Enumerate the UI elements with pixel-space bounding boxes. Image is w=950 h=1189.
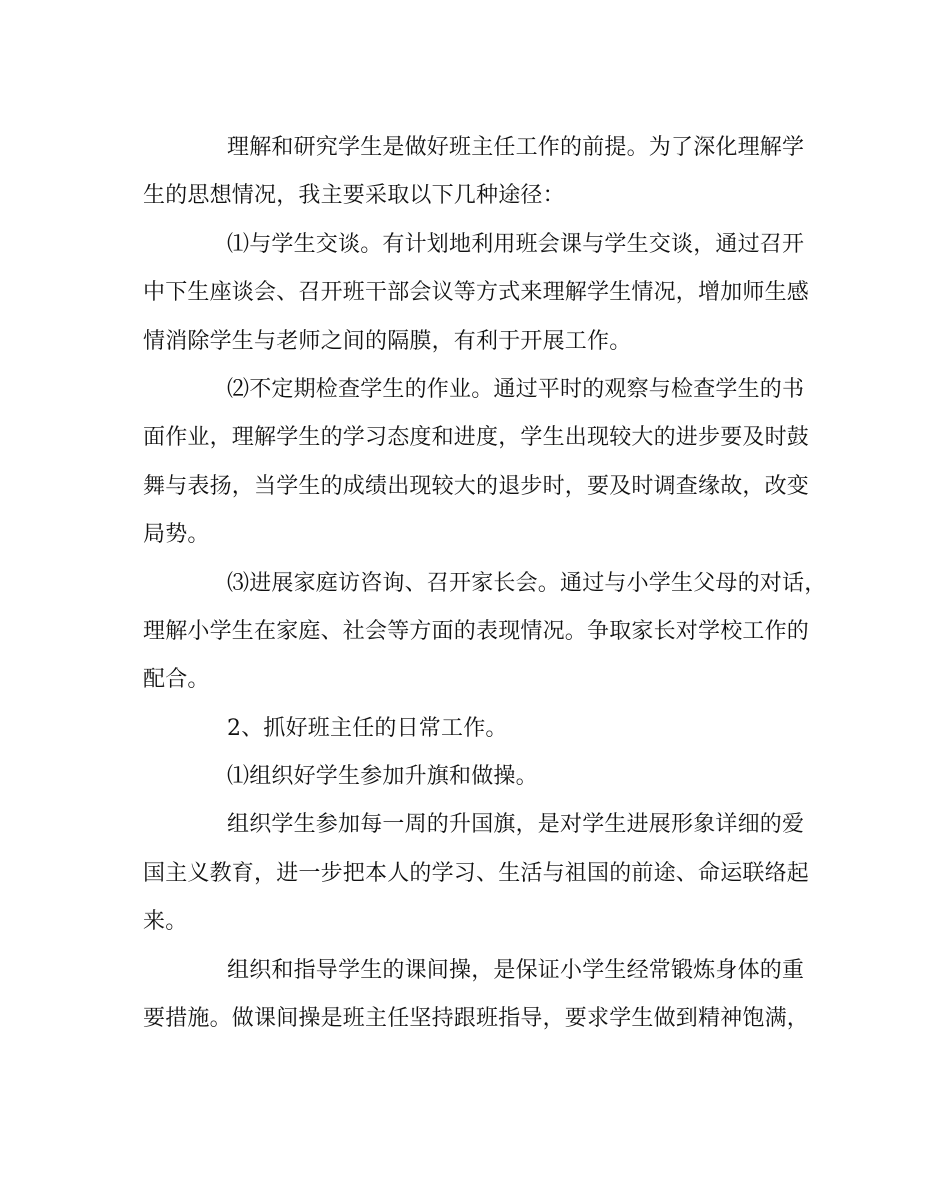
text-line: 2、抓好班主任的日常工作。 (227, 715, 508, 741)
text-line: ⑶进展家庭访咨询、召开家长会。通过与小学生父母的对话， (227, 570, 827, 596)
text-line: 国主义教育，进一步把本人的学习、生活与祖国的前途、命运联络起 (143, 860, 810, 886)
text-line: 情消除学生与老师之间的隔膜，有利于开展工作。 (143, 328, 632, 354)
text-line: 来。 (143, 909, 188, 935)
text-line: 组织学生参加每一周的升国旗，是对学生进展形象详细的爱 (227, 812, 805, 838)
body-text (143, 124, 827, 1043)
text-line: 理解小学生在家庭、社会等方面的表现情况。争取家长对学校工作的 (143, 618, 810, 644)
text-line: 配合。 (143, 667, 210, 693)
text-line: 局势。 (143, 522, 210, 548)
text-line: 理解和研究学生是做好班主任工作的前提。为了深化理解学 (227, 135, 805, 160)
text-line: 要措施。做课间操是班主任坚持跟班指导，要求学生做到精神饱满， (143, 1006, 810, 1032)
text-line: 组织和指导学生的课间操，是保证小学生经常锻炼身体的重 (227, 957, 805, 983)
text-line: 面作业，理解学生的学习态度和进度，学生出现较大的进步要及时鼓 (143, 425, 810, 451)
text-line: 生的思想情况，我主要采取以下几种途径： (143, 183, 565, 209)
text-line: 舞与表扬，当学生的成绩出现较大的退步时，要及时调查缘故，改变 (143, 473, 810, 499)
text-line: ⑴组织好学生参加升旗和做操。 (227, 764, 538, 790)
text-line: ⑵不定期检查学生的作业。通过平时的观察与检查学生的书 (227, 376, 805, 402)
text-line: ⑴与学生交谈。有计划地利用班会课与学生交谈，通过召开 (227, 231, 805, 257)
text-line: 中下生座谈会、召开班干部会议等方式来理解学生情况，增加师生感 (143, 280, 810, 306)
